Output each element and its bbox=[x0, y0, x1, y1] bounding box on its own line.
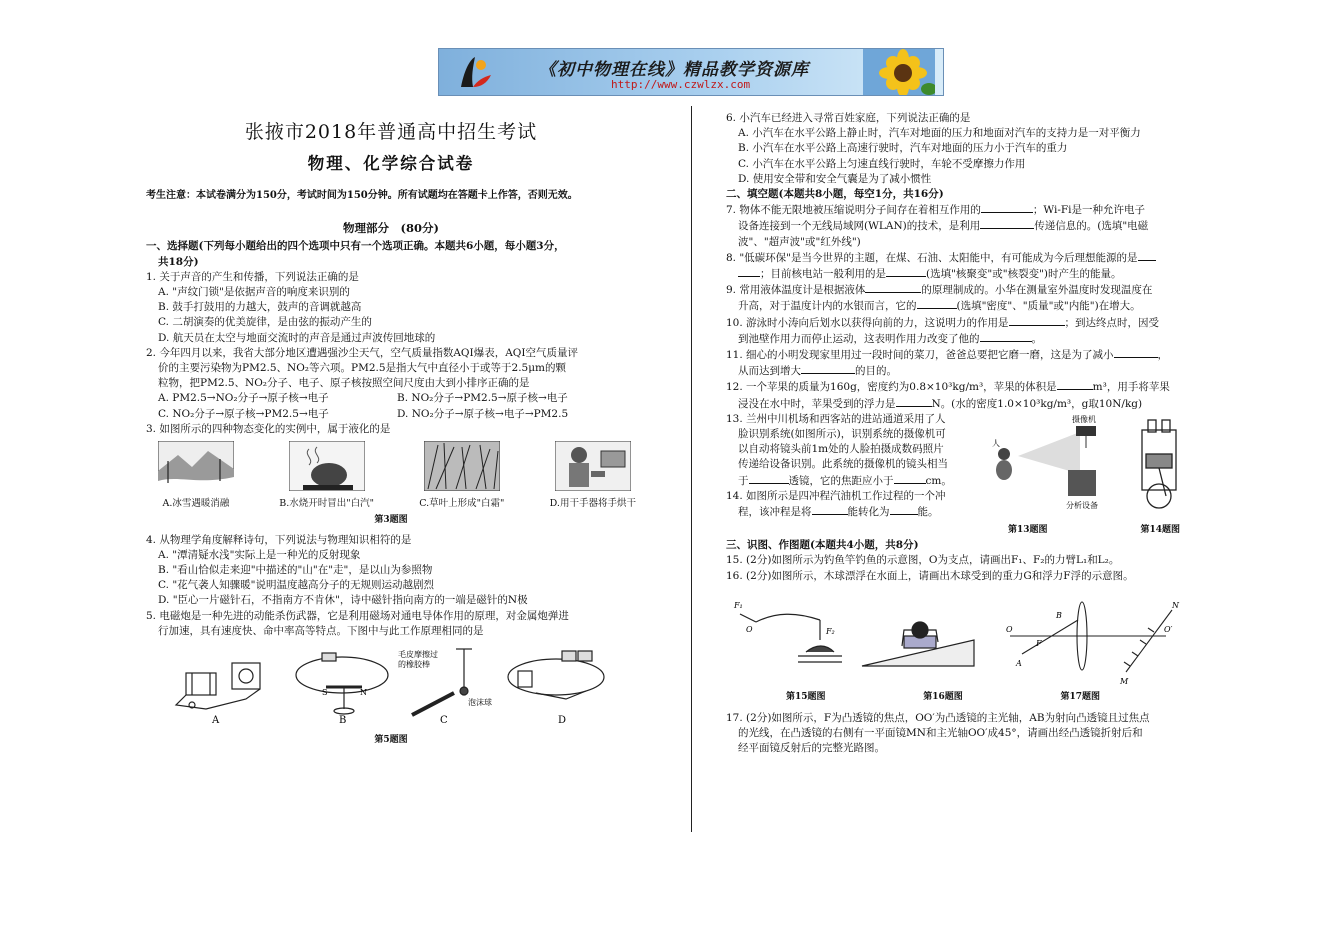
fig5-diagram-d bbox=[508, 651, 604, 699]
question-1 bbox=[146, 270, 636, 346]
fig15-f1-label: F₁ bbox=[734, 600, 743, 610]
q14-text: 14. 如图所示是四冲程汽油机工作过程的一个冲 bbox=[726, 489, 946, 502]
figure-13-caption: 第13题图 bbox=[1008, 525, 1048, 536]
section-1-heading-cont: 共18分) bbox=[158, 255, 199, 268]
question-8 bbox=[726, 250, 1196, 282]
q2-stem-line: 2. 今年四月以来，我省大部分地区遭遇强沙尘天气，空气质量指数AQI爆表，AQI空气质量评 bbox=[146, 346, 579, 359]
q1-stem: 1. 关于声音的产生和传播，下列说法正确的是 bbox=[146, 270, 359, 283]
q13-q14-figure-captions bbox=[988, 523, 1188, 538]
q11-text: 从而达到增大 bbox=[738, 365, 801, 378]
q17-text: 经平面镜反射后的完整光路图。 bbox=[738, 742, 885, 755]
q14-text: 程，该冲程是将 bbox=[738, 506, 812, 519]
question-11 bbox=[726, 347, 1196, 379]
answer-blank[interactable] bbox=[749, 473, 789, 484]
fig17-m-label: M bbox=[1120, 676, 1129, 686]
answer-blank[interactable] bbox=[801, 363, 855, 374]
fig17-f-label: F bbox=[1036, 638, 1042, 648]
q8-text: ；目前核电站一般利用的是 bbox=[760, 268, 886, 281]
question-15: 15. (2分)如图所示为钓鱼竿钓鱼的示意图，O为支点，请画出F₁、F₂的力臂L₁和L₂。 bbox=[726, 554, 1120, 567]
fig13-camera-label: 摄像机 bbox=[1072, 414, 1096, 424]
q3-caption-d: D.用干手器将手烘干 bbox=[549, 498, 636, 510]
q13-text: 以自动将镜头前1m处的人脸拍摄成数码照片 bbox=[738, 443, 944, 456]
fig15-f2-label: F₂ bbox=[826, 626, 835, 636]
answer-blank[interactable] bbox=[1057, 379, 1093, 390]
q12-text: 12. 一个苹果的质量为160g，密度约为0.8×10³kg/m³，苹果的体积是 bbox=[726, 381, 1057, 394]
q14-text: 能。 bbox=[917, 506, 939, 519]
q3-figure-c bbox=[419, 441, 504, 511]
question-16: 16. (2分)如图所示，木球漂浮在水面上，请画出木球受到的重力G和浮力F浮的示意图。 bbox=[726, 569, 1134, 582]
q9-text: (选填"密度"、"质量"或"内能")在增大。 bbox=[956, 300, 1141, 313]
q2-stem-line: 粒物，把PM2.5、NO₂分子、电子、原子核按照空间尺度由大到小排序正确的是 bbox=[158, 377, 530, 390]
q13-text: 脸识别系统(如图所示)，识别系统的摄像机可 bbox=[738, 428, 946, 441]
q3-figure-b bbox=[279, 441, 374, 511]
q1-option-d: D. 航天员在太空与地面交流时的声音是通过声波传回地球的 bbox=[158, 331, 436, 344]
answer-blank[interactable] bbox=[917, 298, 957, 309]
q10-text: 10. 游泳时小涛向后划水以获得向前的力，这说明力的作用是 bbox=[726, 316, 1009, 329]
snow-scene-image bbox=[158, 441, 234, 491]
fig16-floating-ball bbox=[862, 622, 974, 666]
q7-text: 波"、"超声波"或"红外线") bbox=[738, 235, 861, 248]
figure-17-caption: 第17题图 bbox=[1060, 691, 1100, 702]
question-3 bbox=[146, 422, 636, 529]
figure-5-diagrams bbox=[146, 643, 636, 731]
question-2 bbox=[146, 346, 636, 422]
q1-option-a: A. "声纹门锁"是依据声音的响度来识别的 bbox=[158, 286, 350, 299]
fig13-diagram bbox=[996, 426, 1096, 496]
figures-15-16-17 bbox=[726, 590, 1196, 690]
question-6 bbox=[726, 111, 1196, 187]
q6-option-c: C. 小汽车在水平公路上匀速直线行驶时，车轮不受摩擦力作用 bbox=[738, 157, 1026, 170]
q11-text: 11. 细心的小明发现家里用过一段时间的菜刀，爸爸总要把它磨一磨，这是为了减小 bbox=[726, 349, 1114, 362]
answer-blank[interactable] bbox=[865, 282, 921, 293]
answer-blank[interactable] bbox=[1138, 250, 1156, 261]
answer-blank[interactable] bbox=[886, 266, 926, 277]
figure-16-caption: 第16题图 bbox=[923, 691, 963, 702]
left-column bbox=[146, 118, 636, 752]
fig5-c-rod-label-2: 的橡胶棒 bbox=[398, 660, 430, 670]
q10-text: ；到达终点时，因受 bbox=[1064, 316, 1160, 329]
q6-option-b: B. 小汽车在水平公路上高速行驶时，汽车对地面的压力小于汽车的重力 bbox=[738, 142, 1068, 155]
questions-13-14 bbox=[726, 412, 1196, 538]
answer-blank[interactable] bbox=[896, 396, 932, 407]
q3-figure-a bbox=[158, 441, 234, 511]
fig17-b-label: B bbox=[1056, 610, 1062, 620]
fig17-n-label: N bbox=[1172, 600, 1179, 610]
q13-text: 于 bbox=[738, 474, 749, 487]
fig5-label-c: C bbox=[440, 715, 448, 727]
q9-text: 升高，对于温度计内的水银而言，它的 bbox=[738, 300, 917, 313]
q3-figure-row bbox=[158, 441, 636, 511]
fig13-person-label: 人 bbox=[992, 438, 1000, 448]
q9-text: 的原理制成的。小华在测量室外温度时发现温度在 bbox=[921, 284, 1153, 297]
q4-option-b: B. "看山恰似走来迎"中描述的"山"在"走"，是以山为参照物 bbox=[158, 564, 433, 577]
q2-options-row bbox=[146, 391, 636, 406]
q14-text: 能转化为 bbox=[847, 506, 890, 519]
answer-blank[interactable] bbox=[812, 504, 848, 515]
q5-stem-line: 5. 电磁炮是一种先进的动能杀伤武器，它是利用磁场对通电导体作用的原理，对金属炮弹进 bbox=[146, 609, 569, 622]
section-2-heading: 二、填空题(本题共8小题，每空1分，共16分) bbox=[726, 188, 944, 201]
q3-caption-c: C.草叶上形成"白霜" bbox=[419, 498, 505, 510]
q12-text: m³，用手将苹果 bbox=[1092, 381, 1170, 394]
q13-q14-figures bbox=[988, 412, 1188, 538]
q6-stem: 6. 小汽车已经进入寻常百姓家庭，下列说法正确的是 bbox=[726, 112, 971, 124]
fig5-b-pole-n: N bbox=[360, 688, 367, 698]
q2-option-c: C. NO₂分子→原子核→PM2.5→电子 bbox=[158, 407, 329, 420]
q3-caption-b: B.水烧开时冒出"白汽" bbox=[279, 498, 374, 510]
q10-text: 。 bbox=[1031, 332, 1042, 345]
q6-option-d: D. 使用安全带和安全气囊是为了减小惯性 bbox=[738, 172, 932, 185]
question-5 bbox=[146, 609, 636, 749]
answer-blank[interactable] bbox=[894, 473, 926, 484]
q4-option-c: C. "花气袭人知骤暖"说明温度越高分子的无规则运动越剧烈 bbox=[158, 579, 434, 592]
logo-icon bbox=[451, 53, 495, 93]
figure-3-caption: 第3题图 bbox=[374, 515, 408, 526]
figure-5-caption: 第5题图 bbox=[374, 735, 408, 746]
exam-subtitle: 物理、化学综合试卷 bbox=[307, 154, 475, 173]
q2-option-d: D. NO₂分子→原子核→电子→PM2.5 bbox=[397, 407, 569, 420]
q4-stem: 4. 从物理学角度解释诗句，下列说法与物理知识相符的是 bbox=[146, 533, 412, 546]
part-heading: 物理部分 (80分) bbox=[343, 221, 439, 236]
q13-q14-text bbox=[726, 412, 988, 538]
fig5-label-b: B bbox=[339, 715, 347, 727]
q2-options-row bbox=[146, 407, 636, 422]
q7-text: 传递信息的。(选填"电磁 bbox=[1034, 220, 1149, 233]
fig14-engine-diagram bbox=[1142, 420, 1176, 508]
q3-caption-a: A.冰雪遇暖消融 bbox=[162, 498, 230, 510]
q12-text: 浸没在水中时，苹果受到的浮力是 bbox=[738, 397, 896, 410]
q4-option-a: A. "潭清疑水浅"实际上是一种光的反射现象 bbox=[158, 548, 361, 561]
figure-15-caption: 第15题图 bbox=[786, 691, 826, 702]
q7-text: 7. 物体不能无限地被压缩说明分子间存在着相互作用的 bbox=[726, 204, 981, 217]
section-3-heading: 三、识图、作图题(本题共4小题，共8分) bbox=[726, 539, 919, 552]
fig17-a-label: A bbox=[1016, 658, 1022, 668]
q5-stem-line: 行加速，具有速度快、命中率高等特点。下图中与此工作原理相同的是 bbox=[158, 624, 484, 637]
question-10 bbox=[726, 315, 1196, 347]
q13-text: 13. 兰州中川机场和西客站的进站通道采用了人 bbox=[726, 412, 946, 425]
fig17-lens-mirror bbox=[1010, 602, 1172, 672]
question-12 bbox=[726, 379, 1196, 411]
answer-blank[interactable] bbox=[980, 218, 1034, 229]
fig17-o-prime-label: O′ bbox=[1164, 624, 1173, 634]
question-17 bbox=[726, 711, 1196, 757]
fig5-b-pole-s: S bbox=[322, 688, 328, 698]
answer-blank[interactable] bbox=[980, 331, 1032, 342]
fig5-label-d: D bbox=[558, 715, 567, 727]
fig5-diagram-b bbox=[296, 653, 388, 714]
q2-option-b: B. NO₂分子→PM2.5→原子核→电子 bbox=[397, 392, 568, 405]
q3-figure-d bbox=[550, 441, 636, 511]
fig13-device-label: 分析设备 bbox=[1066, 500, 1098, 510]
fig5-label-a: A bbox=[212, 715, 220, 727]
sunflower-icon bbox=[863, 49, 935, 96]
fig5-diagram-a bbox=[176, 663, 260, 709]
q3-stem: 3. 如图所示的四种物态变化的实例中，属于液化的是 bbox=[146, 422, 391, 435]
frost-grass-image bbox=[424, 441, 500, 491]
hand-dryer-image bbox=[555, 441, 631, 491]
q13-text: cm。 bbox=[925, 474, 952, 487]
q17-text: 17. (2分)如图所示，F为凸透镜的焦点，OO′为凸透镜的主光轴，AB为射向凸透镜且过焦点 bbox=[726, 712, 1150, 725]
column-divider bbox=[691, 106, 692, 832]
answer-blank[interactable] bbox=[890, 504, 918, 515]
fig5-c-ball-label: 泡沫球 bbox=[468, 698, 492, 708]
question-7 bbox=[726, 202, 1196, 250]
section-1-heading: 一、选择题(下列每小题给出的四个选项中只有一个选项正确。本题共6小题，每小题3分， bbox=[146, 240, 565, 253]
q8-text: (选填"核聚变"或"核裂变")时产生的能量。 bbox=[926, 268, 1122, 281]
question-4 bbox=[146, 533, 636, 609]
fig15-o-label: O bbox=[746, 624, 753, 634]
q7-text: ；Wi-Fi是一种允许电子 bbox=[1032, 204, 1146, 217]
q11-text: ， bbox=[1157, 349, 1169, 362]
q8-text: 8. "低碳环保"是当今世界的主题，在煤、石油、太阳能中，有可能成为今后理想能源的是 bbox=[726, 251, 1138, 264]
answer-blank[interactable] bbox=[1009, 315, 1065, 326]
answer-blank[interactable] bbox=[981, 202, 1033, 213]
q13-text: 传递给设备识别。此系统的摄像机的镜头相当 bbox=[738, 458, 948, 471]
q2-option-a: A. PM2.5→NO₂分子→原子核→电子 bbox=[158, 392, 329, 405]
banner-title: 《初中物理在线》精品教学资源库 bbox=[539, 60, 809, 80]
figure-13-14-diagrams bbox=[988, 412, 1188, 518]
kettle-image bbox=[289, 441, 365, 491]
banner-url[interactable]: http://www.czwlzx.com bbox=[611, 78, 751, 91]
q1-option-c: C. 二胡演奏的优美旋律，是由弦的振动产生的 bbox=[158, 316, 372, 329]
q11-text: 的目的。 bbox=[855, 365, 897, 378]
q9-text: 9. 常用液体温度计是根据液体 bbox=[726, 284, 866, 297]
q7-text: 设备连接到一个无线局域网(WLAN)的技术，是利用 bbox=[738, 220, 981, 233]
figures-15-17-captions bbox=[726, 690, 1196, 705]
header-banner bbox=[438, 48, 944, 96]
figure-14-caption: 第14题图 bbox=[1140, 525, 1180, 536]
q4-option-d: D. "臣心一片磁针石，不指南方不肯休"，诗中磁针指向南方的一端是磁针的N极 bbox=[158, 594, 528, 607]
q1-option-b: B. 鼓手打鼓用的力越大，鼓声的音调就越高 bbox=[158, 301, 362, 314]
exam-title: 张掖市2018年普通高中招生考试 bbox=[244, 121, 538, 143]
q13-text: 透镜，它的焦距应小于 bbox=[788, 474, 894, 487]
q17-text: 的光线，在凸透镜的右侧有一平面镜MN和主光轴OO′成45°，请画出经凸透镜折射后和 bbox=[738, 727, 1143, 740]
q12-text: N。(水的密度1.0×10³kg/m³，g取10N/kg) bbox=[931, 397, 1143, 410]
fig5-c-rod-label-1: 毛皮摩擦过 bbox=[398, 650, 438, 660]
answer-blank[interactable] bbox=[738, 266, 760, 277]
right-column bbox=[726, 111, 1196, 757]
question-9 bbox=[726, 282, 1196, 314]
answer-blank[interactable] bbox=[1114, 347, 1158, 358]
q2-stem-line: 价的主要污染物为PM2.5、NO₂等六项。PM2.5是指大气中直径小于或等于2.5μm的颗 bbox=[158, 362, 567, 375]
q6-option-a: A. 小汽车在水平公路上静止时，汽车对地面的压力和地面对汽车的支持力是一对平衡力 bbox=[738, 127, 1141, 140]
fig15-fishing-rod bbox=[740, 614, 842, 662]
fig17-o-label: O bbox=[1006, 624, 1013, 634]
exam-notice: 考生注意：本试卷满分为150分，考试时间为150分钟。所有试题均在答题卡上作答，否则无效。 bbox=[146, 190, 578, 201]
q10-text: 到池壁作用力而停止运动，这表明作用力改变了他的 bbox=[738, 332, 980, 345]
